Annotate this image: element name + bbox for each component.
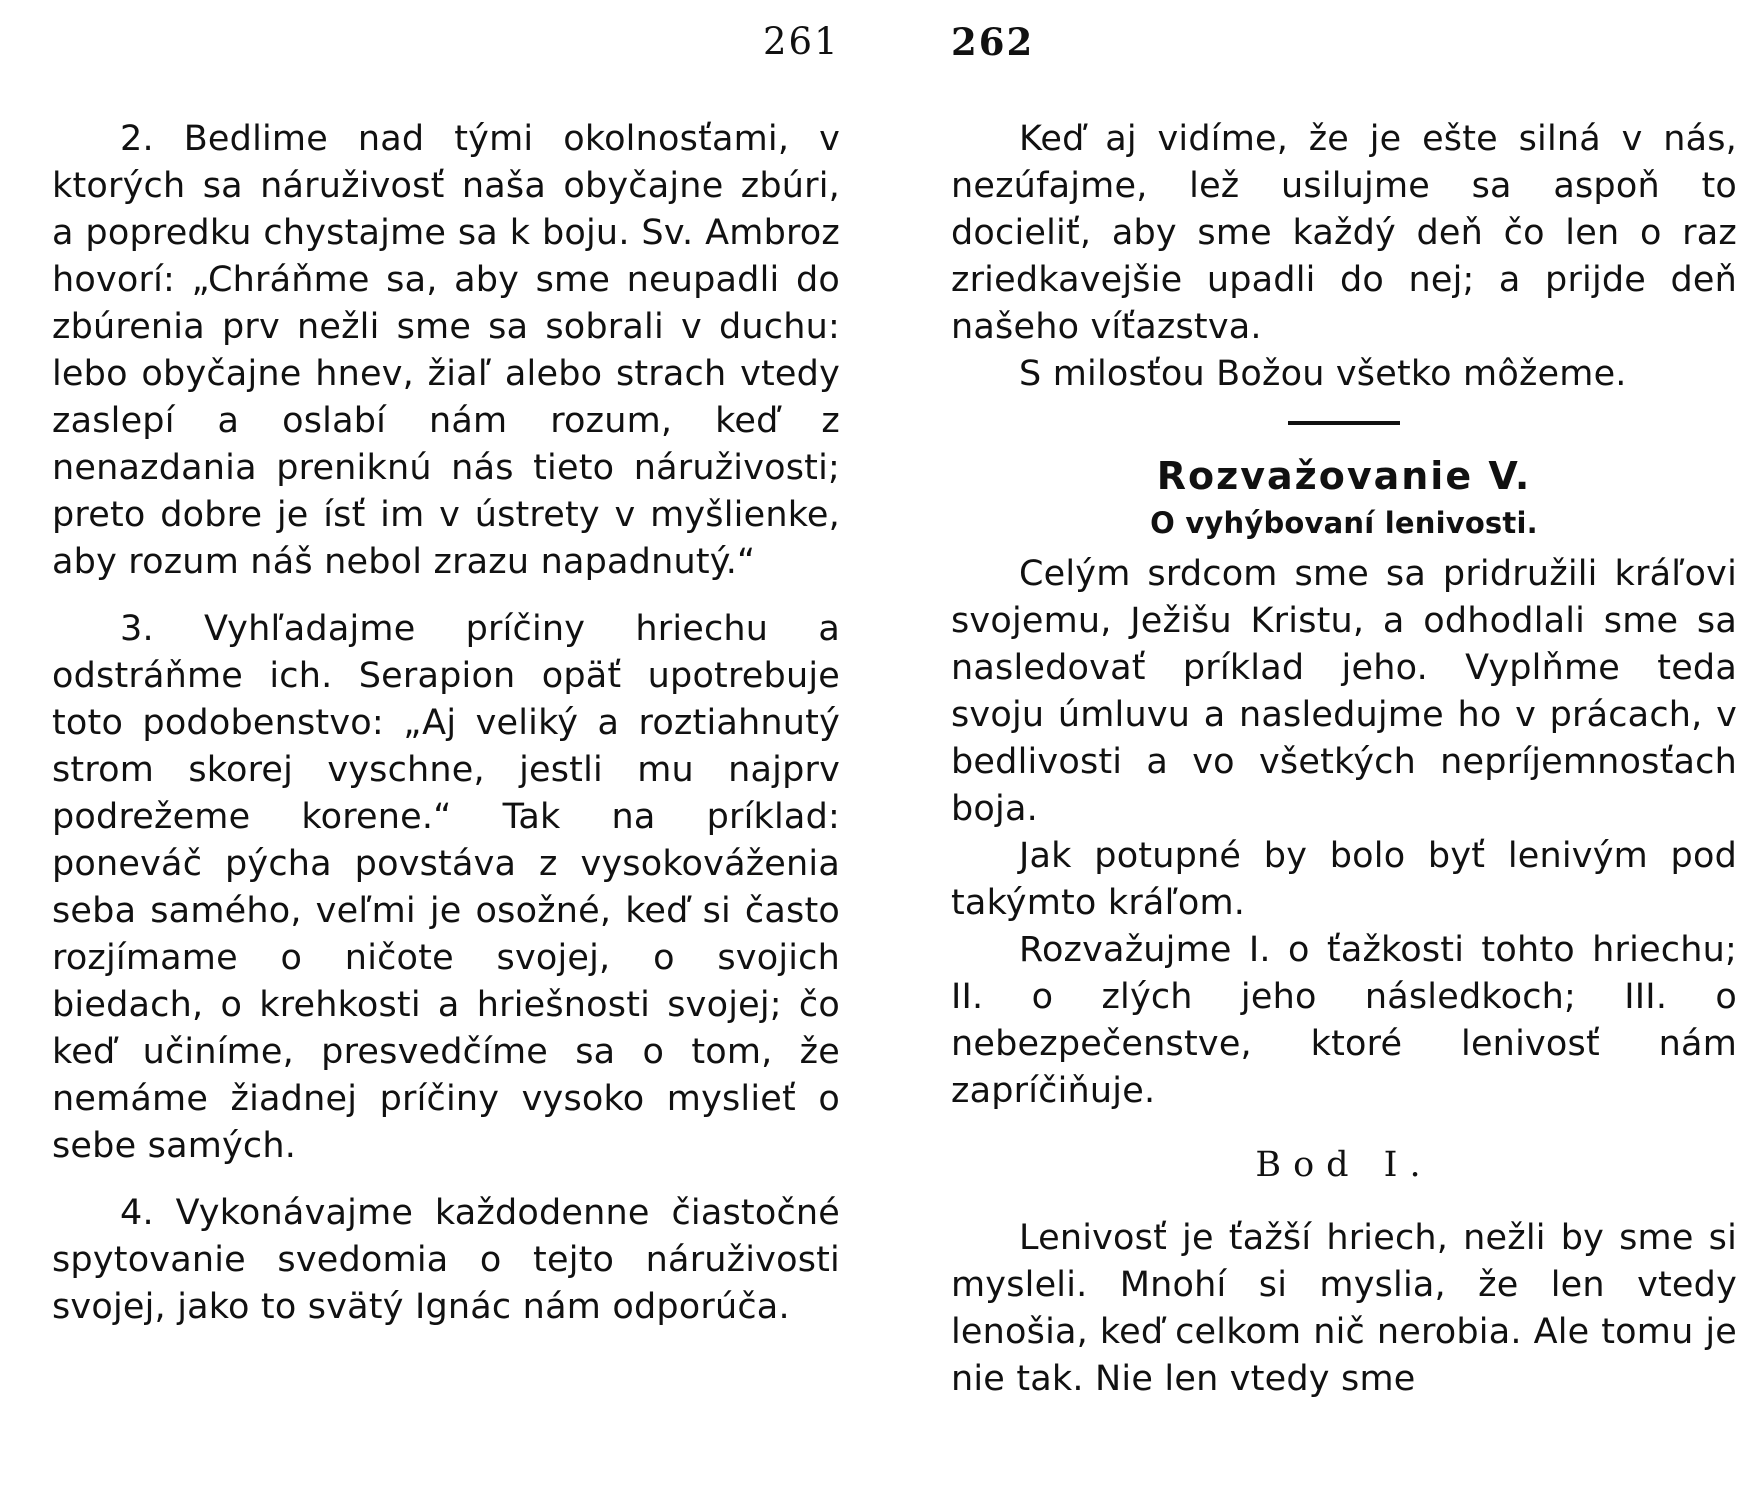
paragraph-section-3: Rozvažujme I. o ťažkosti tohto hriechu; II. o zlých jeho následkoch; III. o nebezpečenstve, ktoré lenivosť nám zapríčiňuje.	[951, 930, 1737, 1111]
section-divider	[1288, 421, 1400, 425]
paragraph-section-1: Celým srdcom sme sa pridružili kráľovi svojemu, Ježišu Kristu, a odhodlali sme sa nasledovať príklad jeho. Vyplňme teda svoju úmluvu a nasledujme ho v prácach, v bedlivosti a vo všetkých nepríjemnosťach boja.	[951, 554, 1737, 829]
page-number-left: 261	[763, 20, 840, 63]
paragraph-point-2: 2. Bedlime nad tými okolnosťami, v ktorých sa náruživosť naša obyčajne zbúri, a popredku chystajme sa k boju. Sv. Ambroz hovorí: „Chráňme sa, aby sme neupadli do zbúrenia prv nežli sme sa sobrali v duchu: lebo obyčajne hnev, žiaľ alebo strach vtedy zaslepí a oslabí nám rozum, keď z nenazdania preniknú nás tieto náruživosti; preto dobre je ísť im v ústrety v myšlienke, aby rozum náš nebol zrazu napadnutý.“	[52, 119, 840, 582]
paragraph-intro-2: S milosťou Božou všetko môžeme.	[1019, 354, 1627, 394]
right-page	[878, 0, 1756, 1500]
paragraph-intro-1: Keď aj vidíme, že je ešte silná v nás, nezúfajme, lež usilujme sa aspoň to docieliť, aby sme každý deň čo len o raz zriedkavejšie upadli do nej; a prijde deň našeho víťazstva.	[951, 119, 1737, 347]
paragraph-point-4: 4. Vykonávajme každodenne čiastočné spytovanie svedomia o tejto náruživosti svojej, jako to svätý Ignác nám odporúča.	[52, 1193, 840, 1327]
paragraph-point-3: 3. Vyhľadajme príčiny hriechu a odstráňme ich. Serapion opäť upotrebuje toto podobenstvo: „Aj veliký a roztiahnutý strom skorej vyschne, jestli mu najprv podrežeme korene.“ Tak na príklad: poneváč pýcha povstáva z vysokováženia seba samého, veľmi je osožné, keď si často rozjímame o ničote svojej, o svojich biedach, o krehkosti a hriešnosti svojej; čo keď učiníme, presvedčíme sa o tom, že nemáme žiadnej príčiny vysoko myslieť o sebe samých.	[52, 609, 840, 1166]
page-number-right: 262	[951, 20, 1035, 64]
section-label-bod: Bod I.	[1255, 1145, 1433, 1185]
chapter-subheading: O vyhýbovaní lenivosti.	[1150, 506, 1538, 540]
left-page-text	[52, 116, 840, 1331]
chapter-heading: Rozvažovanie V.	[1156, 454, 1532, 498]
paragraph-section-2: Jak potupné by bolo byť lenivým pod takýmto kráľom.	[951, 836, 1737, 923]
paragraph-bod-1: Lenivosť je ťažší hriech, nežli by sme si mysleli. Mnohí si myslia, že len vtedy lenošia, keď celkom nič nerobia. Ale tomu je nie tak. Nie len vtedy sme	[951, 1218, 1737, 1399]
right-page-text	[951, 116, 1737, 1403]
